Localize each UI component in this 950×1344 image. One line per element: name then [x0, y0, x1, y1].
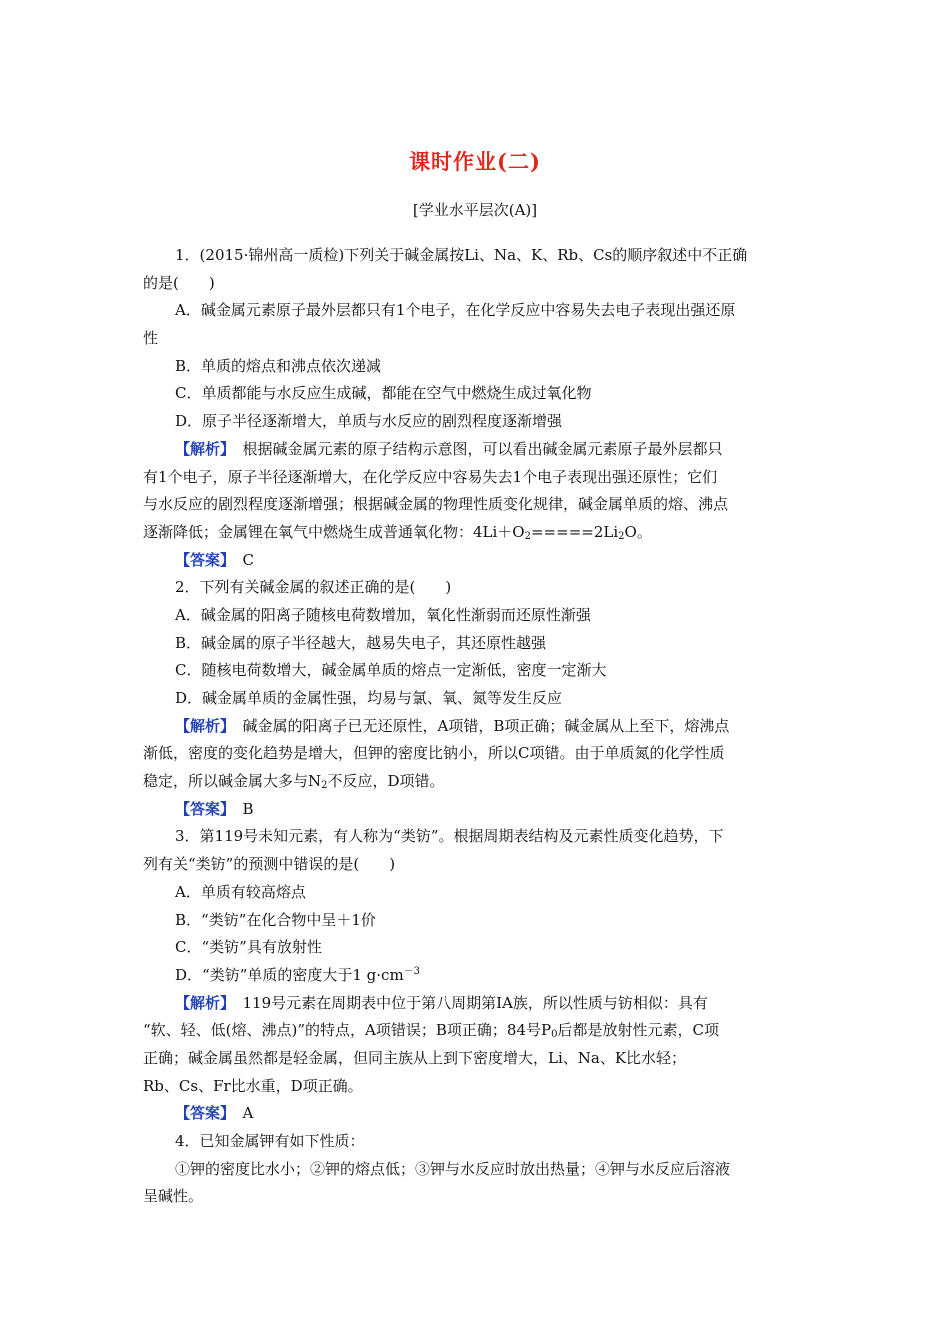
- q2-answer-value: B: [227, 799, 254, 818]
- q3-analysis-line1: [143, 990, 809, 1018]
- q3-option-d: [143, 962, 809, 990]
- q1-analysis-line1: [143, 436, 809, 464]
- q1-analysis-line2: 有1个电子，原子半径逐渐增大，在化学反应中容易失去1个电子表现出强还原性；它们: [143, 467, 718, 486]
- q3-analysis-line2: [143, 1017, 809, 1045]
- q1-analysis-text1: 根据碱金属元素的原子结构示意图，可以看出碱金属元素原子最外层都只: [227, 439, 723, 458]
- q3-answer: [143, 1100, 809, 1128]
- q3-option-a: A．单质有较高熔点: [175, 882, 306, 901]
- answer-tag: 【答案】: [175, 1104, 228, 1123]
- q1-option-a-line1: A．碱金属元素原子最外层都只有1个电子，在化学反应中容易失去电子表现出强还原: [175, 301, 736, 320]
- q2-analysis-text3: 稳定，所以碱金属大多与N: [143, 772, 322, 791]
- q1-analysis-line3: 与水反应的剧烈程度逐渐增强；根据碱金属的物理性质变化规律，碱金属单质的熔、沸点: [143, 495, 729, 514]
- q1-analysis-text4: 逐渐降低；金属锂在氧气中燃烧生成普通氧化物：4Li＋O: [143, 522, 525, 541]
- q2-analysis-line1: [143, 713, 809, 741]
- q2-analysis-text3-end: 不反应，D项错。: [327, 772, 445, 791]
- q3-option-d-text: D．“类钫”单质的密度大于1 g·cm: [175, 965, 404, 984]
- q2-answer: [143, 796, 809, 824]
- q3-subscript: 0: [551, 1029, 558, 1041]
- q2-stem: 2．下列有关碱金属的叙述正确的是( ): [175, 578, 452, 597]
- document-body: [143, 242, 809, 1211]
- q3-stem-line1: 3．第119号未知元素，有人称为“类钫”。根据周期表结构及元素性质变化趋势，下: [175, 827, 724, 846]
- section-subtitle: [学业水平层次(A)]: [412, 201, 538, 219]
- q1-stem-line1: 1．(2015·锦州高一质检)下列关于碱金属按Li、Na、K、Rb、Cs的顺序叙述中不正确: [175, 246, 748, 264]
- q2-option-d: D．碱金属单质的金属性强，均易与氯、氧、氮等发生反应: [175, 689, 563, 707]
- q3-analysis-text2: “软、轻、低(熔、沸点)”的特点，A项错误；B项正确；84号P: [143, 1021, 552, 1040]
- q3-stem-line2: 列有关“类钫”的预测中错误的是( ): [143, 855, 396, 874]
- page-title: 课时作业(二): [409, 149, 541, 174]
- q1-option-d: D．原子半径逐渐增大，单质与水反应的剧烈程度逐渐增强: [175, 412, 563, 431]
- answer-tag: 【答案】: [175, 799, 228, 818]
- q1-analysis-line4: [143, 519, 809, 547]
- q2-option-a: A．碱金属的阳离子随核电荷数增加，氧化性渐弱而还原性渐强: [175, 605, 591, 624]
- q1-option-b: B．单质的熔点和沸点依次递减: [175, 356, 382, 375]
- q1-option-c: C．单质都能与水反应生成碱，都能在空气中燃烧生成过氧化物: [175, 384, 592, 403]
- q3-analysis-line4: Rb、Cs、Fr比水重，D项正确。: [143, 1076, 363, 1095]
- analysis-tag: 【解析】: [175, 716, 228, 735]
- analysis-tag: 【解析】: [175, 993, 228, 1012]
- q1-analysis-text4-mid: =====2Li: [530, 522, 619, 541]
- q2-option-b: B．碱金属的原子半径越大，越易失电子，其还原性越强: [175, 633, 547, 652]
- q4-properties-line2: 呈碱性。: [143, 1187, 204, 1206]
- q1-analysis-text4-end: O。: [624, 522, 652, 541]
- answer-tag: 【答案】: [175, 550, 228, 569]
- q1-option-a-line2: 性: [143, 329, 159, 348]
- q2-option-c: C．随核电荷数增大，碱金属单质的熔点一定渐低，密度一定渐大: [175, 661, 607, 680]
- q3-option-c: C．“类钫”具有放射性: [175, 938, 322, 957]
- q3-option-b: B．“类钫”在化合物中呈＋1价: [175, 910, 376, 929]
- q2-analysis-line2: 渐低，密度的变化趋势是增大，但钾的密度比钠小，所以C项错。由于单质氮的化学性质: [143, 744, 725, 763]
- q2-analysis-line3: [143, 768, 809, 796]
- q4-properties-line1: ①钾的密度比水小；②钾的熔点低；③钾与水反应时放出热量；④钾与水反应后溶液: [175, 1159, 731, 1178]
- q2-analysis-text1: 碱金属的阳离子已无还原性，A项错，B项正确；碱金属从上至下，熔沸点: [227, 716, 730, 735]
- analysis-tag: 【解析】: [175, 439, 228, 458]
- q3-analysis-line3: 正确；碱金属虽然都是轻金属，但同主族从上到下密度增大，Li、Na、K比水轻；: [143, 1048, 687, 1067]
- q1-subscript-2: 2: [618, 530, 625, 542]
- q2-subscript: 2: [321, 780, 328, 792]
- q1-stem-line2: 的是( ): [143, 273, 215, 292]
- q1-subscript-1: 2: [524, 530, 531, 542]
- q3-superscript: －3: [403, 965, 421, 977]
- q4-stem: 4．已知金属钾有如下性质：: [175, 1132, 365, 1150]
- q3-analysis-text2-end: 后都是放射性元素，C项: [557, 1021, 719, 1040]
- q1-answer-value: C: [227, 550, 254, 569]
- q1-answer: [143, 547, 809, 575]
- q3-answer-value: A: [227, 1104, 254, 1123]
- q3-analysis-text1: 119号元素在周期表中位于第八周期第ⅠA族，所以性质与钫相似：具有: [227, 993, 708, 1012]
